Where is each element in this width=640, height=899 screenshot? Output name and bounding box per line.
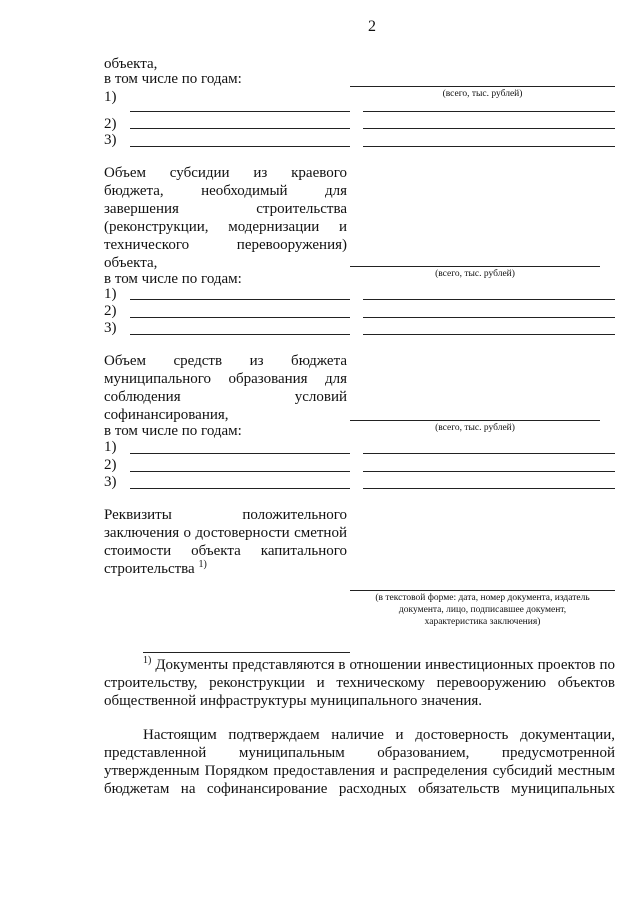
block2-year-1-field <box>130 453 350 454</box>
block3-footnote-ref: 1) <box>198 559 207 570</box>
block2-total-line <box>350 420 600 421</box>
block3-details-line <box>350 590 615 591</box>
block3-line-4 <box>104 560 207 578</box>
block1-year-1-value-field <box>363 299 615 300</box>
block1-year-1-label: 1) <box>104 286 117 302</box>
block2-year-3-value-field <box>363 488 615 489</box>
block3-line-3: стоимости объекта капитального <box>104 543 347 559</box>
footnote-line-1 <box>143 656 615 674</box>
page-number: 2 <box>368 18 376 35</box>
block1-line-2: бюджета, необходимый для <box>104 183 347 199</box>
block0-year-1-label: 1) <box>104 89 117 105</box>
closing-line-2: представленной муниципальным образованием, предусмотренной <box>104 745 615 761</box>
block0-line-2: в том числе по годам: <box>104 71 242 87</box>
block2-year-2-value-field <box>363 471 615 472</box>
block0-year-1-value-field <box>363 111 615 112</box>
block1-line-5: технического перевооружения) <box>104 237 347 253</box>
block3-caption-line-1: (в текстовой форме: дата, номер документа, издатель <box>375 593 590 603</box>
block1-line-3: завершения строительства <box>104 201 347 217</box>
block0-year-3-value-field <box>363 146 615 147</box>
block2-year-3-field <box>130 488 350 489</box>
block1-total-caption: (всего, тыс. рублей) <box>435 269 515 279</box>
block0-year-3-label: 3) <box>104 132 117 148</box>
block2-line-5: в том числе по годам: <box>104 423 242 439</box>
closing-line-1: Настоящим подтверждаем наличие и достоверность документации, <box>143 727 615 743</box>
footnote-separator <box>143 652 350 653</box>
block3-caption-line-3: характеристика заключения) <box>424 617 541 627</box>
footnote-line-1-text: Документы представляются в отношении инвестиционных проектов по <box>155 657 616 673</box>
footnote-marker: 1) <box>143 655 152 666</box>
block0-year-2-field <box>130 128 350 129</box>
block2-year-2-label: 2) <box>104 457 117 473</box>
block3-line-1: Реквизиты положительного <box>104 507 347 523</box>
block3-caption-line-2: документа, лицо, подписавшее документ, <box>398 605 567 615</box>
block1-year-2-label: 2) <box>104 303 117 319</box>
block1-line-4: (реконструкции, модернизации и <box>104 219 347 235</box>
block0-total-line <box>350 86 615 87</box>
block1-line-7: в том числе по годам: <box>104 271 242 287</box>
block2-line-2: муниципального образования для <box>104 371 347 387</box>
block1-year-2-value-field <box>363 317 615 318</box>
block1-year-3-field <box>130 334 350 335</box>
block1-total-line <box>350 266 600 267</box>
block0-total-caption: (всего, тыс. рублей) <box>442 89 523 99</box>
block2-year-1-value-field <box>363 453 615 454</box>
block0-year-2-label: 2) <box>104 116 117 132</box>
footnote-line-2: строительству, реконструкции и техническому перевооружению объектов <box>104 675 615 691</box>
block2-year-1-label: 1) <box>104 439 117 455</box>
block2-year-2-field <box>130 471 350 472</box>
block1-year-2-field <box>130 317 350 318</box>
closing-line-4: бюджетам на софинансирование расходных обязательств муниципальных <box>104 781 615 797</box>
block1-year-3-value-field <box>363 334 615 335</box>
closing-line-3: утвержденным Порядком предоставления и распределения субсидий местным <box>104 763 615 779</box>
block0-line-1: объекта, <box>104 56 158 72</box>
block0-year-1-field <box>130 111 350 112</box>
block2-line-3: соблюдения условий <box>104 389 347 405</box>
footnote-line-3: общественной инфраструктуры муниципального значения. <box>104 693 483 709</box>
block1-line-1: Объем субсидии из краевого <box>104 165 347 181</box>
block0-year-2-value-field <box>363 128 615 129</box>
block1-line-6: объекта, <box>104 255 158 271</box>
block1-year-1-field <box>130 299 350 300</box>
block2-line-4: софинансирования, <box>104 407 229 423</box>
block3-line-2: заключения о достоверности сметной <box>104 525 347 541</box>
block2-total-caption: (всего, тыс. рублей) <box>435 423 515 433</box>
block1-year-3-label: 3) <box>104 320 117 336</box>
block3-line-4-text: строительства <box>104 561 195 577</box>
block0-year-3-field <box>130 146 350 147</box>
block2-year-3-label: 3) <box>104 474 117 490</box>
block2-line-1: Объем средств из бюджета <box>104 353 347 369</box>
